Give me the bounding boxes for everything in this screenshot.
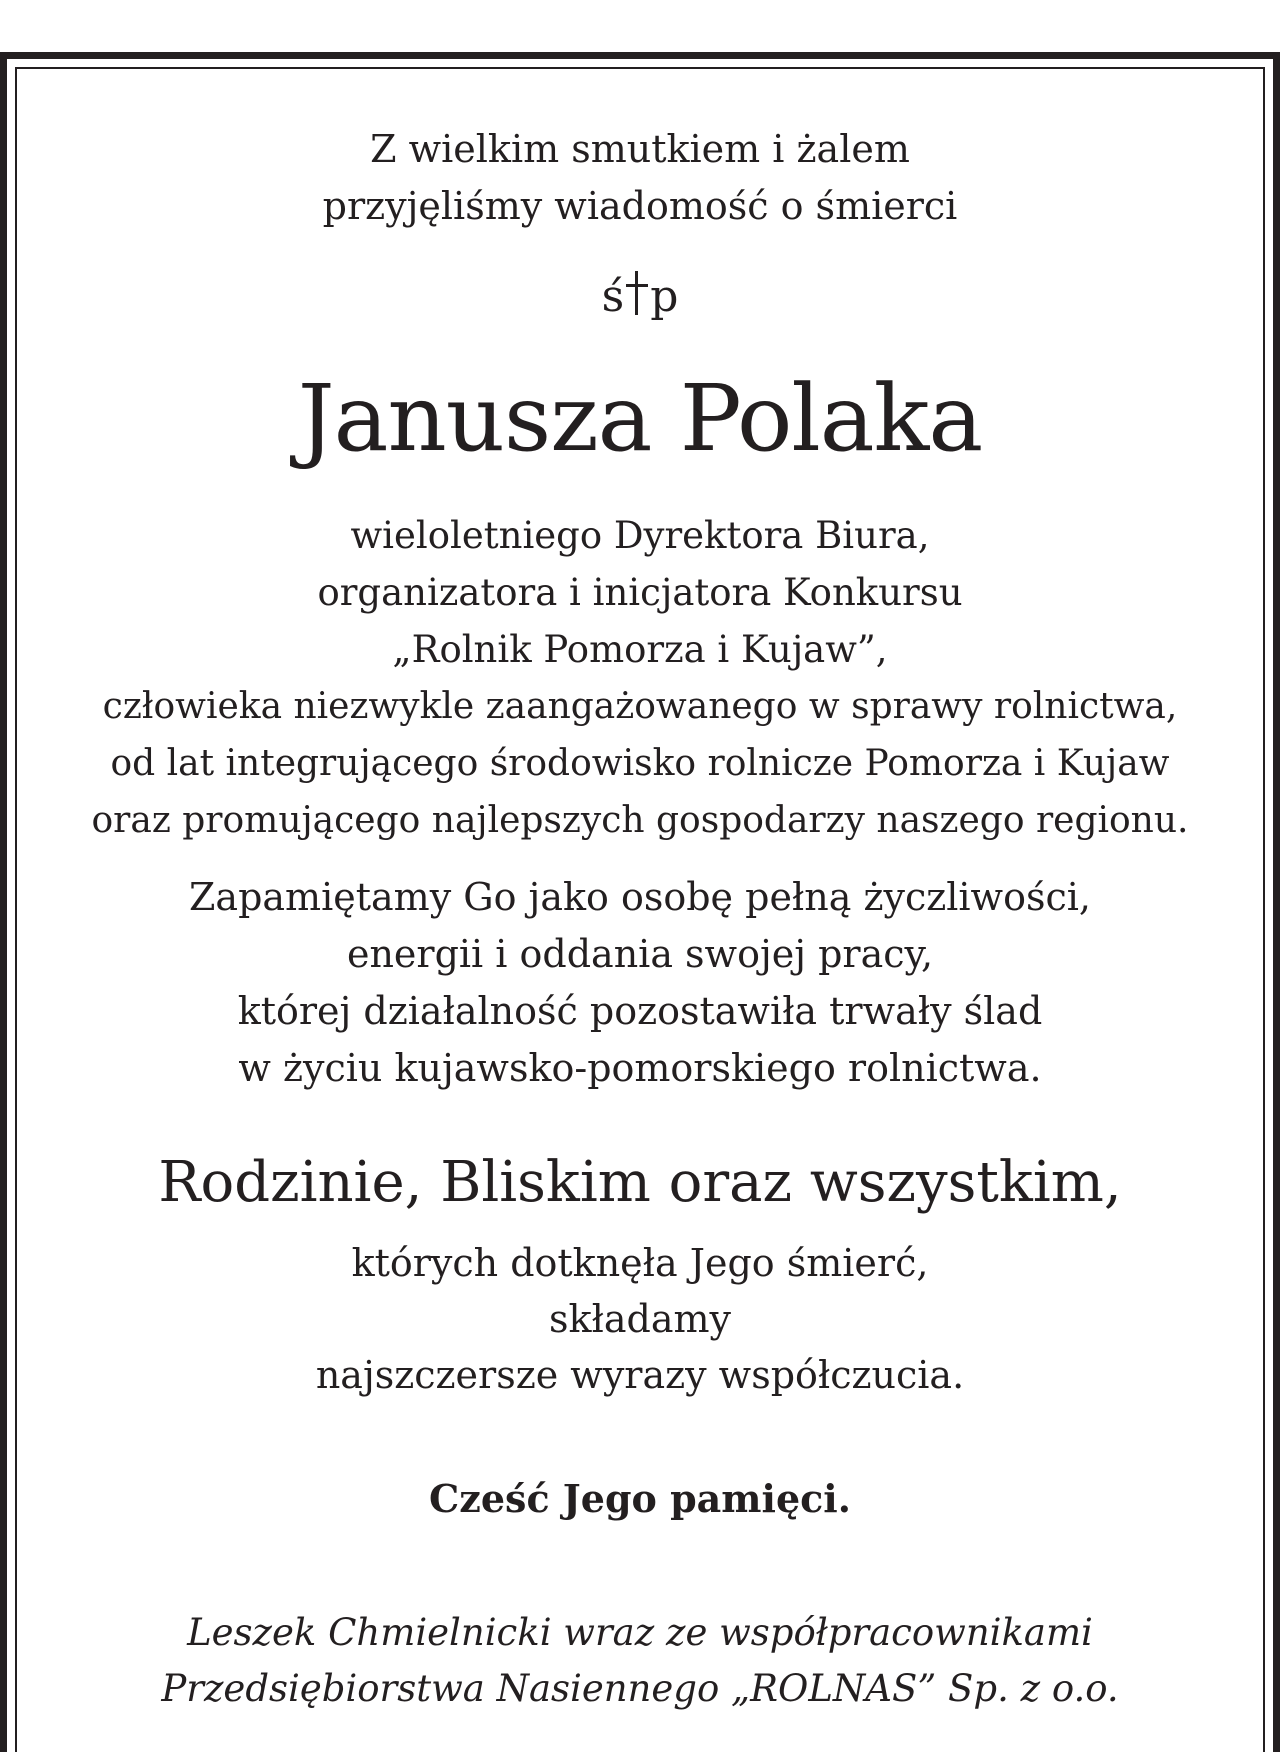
stp-letter-p: p bbox=[650, 271, 679, 322]
memory-line: Zapamiętamy Go jako osobę pełną życzliwości, bbox=[189, 875, 1091, 919]
signature-block bbox=[17, 1605, 1263, 1717]
stp-letter-s: ś bbox=[601, 271, 625, 322]
roles-line: organizatora i inicjatora Konkursu bbox=[317, 571, 963, 614]
intro-line: przyjęliśmy wiadomość o śmierci bbox=[322, 184, 958, 228]
stp-abbreviation bbox=[17, 269, 1263, 325]
cross-icon bbox=[626, 271, 648, 315]
condolence-text bbox=[17, 1235, 1263, 1403]
roles-line: od lat integrującego środowisko rolnicze Pomorza i Kujaw bbox=[110, 743, 1170, 784]
obituary-inner-border bbox=[15, 67, 1265, 1752]
signature-line: Leszek Chmielnicki wraz ze współpracownikami bbox=[187, 1611, 1093, 1654]
roles-line: wieloletniego Dyrektora Biura, bbox=[350, 514, 930, 557]
condolence-line: których dotknęła Jego śmierć, bbox=[351, 1241, 929, 1285]
memory-text bbox=[17, 869, 1263, 1097]
signature-line: Przedsiębiorstwa Nasiennego „ROLNAS” Sp. z o.o. bbox=[161, 1667, 1119, 1710]
memory-line: której działalność pozostawiła trwały ślad bbox=[237, 989, 1043, 1033]
condolence-line: najszczersze wyrazy współczucia. bbox=[315, 1353, 965, 1397]
deceased-name: Janusza Polaka bbox=[297, 365, 983, 472]
roles-line: „Rolnik Pomorza i Kujaw”, bbox=[392, 628, 888, 671]
obituary-outer-border bbox=[0, 52, 1280, 1752]
roles-line: człowieka niezwykle zaangażowanego w sprawy rolnictwa, bbox=[102, 686, 1178, 727]
roles-text bbox=[17, 507, 1263, 849]
memory-line: energii i oddania swojej pracy, bbox=[346, 932, 934, 976]
honor-text: Cześć Jego pamięci. bbox=[429, 1476, 851, 1521]
memory-line: w życiu kujawsko-pomorskiego rolnictwa. bbox=[238, 1046, 1042, 1090]
intro-text bbox=[17, 121, 1263, 235]
roles-line: oraz promującego najlepszych gospodarzy naszego regionu. bbox=[91, 800, 1189, 841]
family-address: Rodzinie, Bliskim oraz wszystkim, bbox=[158, 1150, 1122, 1215]
condolence-line: składamy bbox=[549, 1297, 731, 1341]
intro-line: Z wielkim smutkiem i żalem bbox=[370, 127, 910, 171]
